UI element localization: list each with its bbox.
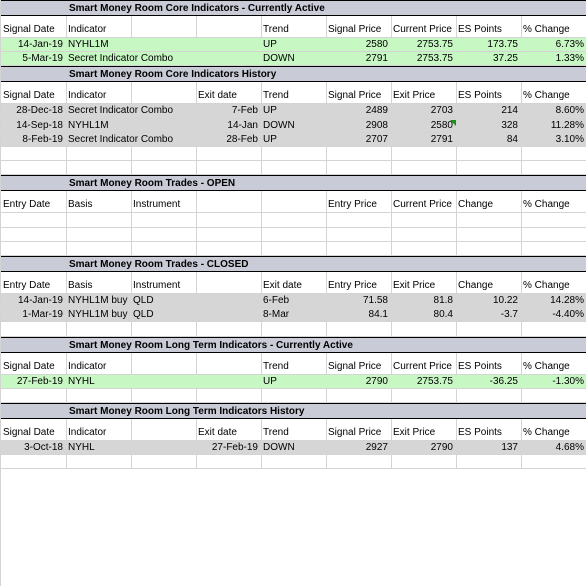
section-title-bar bbox=[1, 175, 586, 191]
grid-line bbox=[456, 242, 457, 255]
table-cell: 137 bbox=[501, 442, 518, 454]
table-cell: 173.75 bbox=[487, 39, 518, 51]
table-cell: Secret Indicator Combo bbox=[68, 53, 174, 65]
column-header: Basis bbox=[68, 280, 93, 291]
grid-line bbox=[261, 455, 262, 468]
table-row bbox=[1, 294, 586, 308]
grid-line bbox=[326, 455, 327, 468]
grid-line bbox=[521, 455, 522, 468]
column-header: Exit date bbox=[198, 90, 237, 102]
empty-row bbox=[1, 161, 586, 175]
grid-line bbox=[456, 455, 457, 468]
grid-line bbox=[456, 147, 457, 160]
table-cell: 214 bbox=[501, 105, 518, 117]
column-header: Change bbox=[458, 199, 494, 211]
column-header-row bbox=[1, 272, 586, 294]
grid-line bbox=[66, 228, 67, 241]
table-row bbox=[1, 441, 586, 455]
column-header: Signal Price bbox=[328, 360, 382, 372]
grid-line bbox=[391, 242, 392, 255]
table-cell: 8-Mar bbox=[263, 309, 290, 321]
grid-line bbox=[131, 228, 132, 241]
table-cell: 10.22 bbox=[492, 295, 518, 307]
empty-row bbox=[1, 389, 586, 403]
column-header: ES Points bbox=[458, 24, 502, 35]
column-header: % Change bbox=[523, 90, 570, 102]
table-cell: 37.25 bbox=[492, 53, 518, 65]
grid-line bbox=[456, 228, 457, 241]
column-header: Current Price bbox=[393, 199, 452, 211]
table-cell: 2753.75 bbox=[416, 39, 453, 51]
column-header: Signal Price bbox=[328, 90, 382, 102]
table-cell: 84.1 bbox=[368, 309, 388, 321]
grid-line bbox=[196, 213, 197, 226]
column-header: Signal Date bbox=[3, 90, 55, 102]
grid-line bbox=[456, 213, 457, 226]
grid-line bbox=[326, 213, 327, 226]
column-header: Indicator bbox=[68, 427, 107, 438]
grid-line bbox=[326, 147, 327, 160]
grid-line bbox=[326, 242, 327, 255]
table-row bbox=[1, 38, 586, 52]
grid-line bbox=[131, 242, 132, 255]
grid-line bbox=[131, 353, 132, 374]
grid-line bbox=[131, 82, 132, 103]
grid-line bbox=[66, 147, 67, 160]
column-header: ES Points bbox=[458, 427, 502, 438]
column-header: % Change bbox=[523, 427, 570, 438]
table-cell: QLD bbox=[133, 309, 154, 321]
table-row bbox=[1, 375, 586, 389]
table-cell: 14-Jan-19 bbox=[17, 295, 63, 307]
table-cell: 2753.75 bbox=[416, 53, 453, 65]
table-cell: 2707 bbox=[365, 133, 388, 145]
empty-row bbox=[1, 213, 586, 227]
table-cell: 2790 bbox=[365, 375, 388, 387]
grid-line bbox=[391, 228, 392, 241]
grid-line bbox=[196, 272, 197, 293]
section-title: Smart Money Room Trades - CLOSED bbox=[69, 259, 249, 270]
column-header: Signal Price bbox=[328, 24, 382, 35]
table-cell: 2790 bbox=[430, 442, 453, 454]
table-cell: DOWN bbox=[263, 119, 295, 131]
grid-line bbox=[521, 389, 522, 402]
section-title: Smart Money Room Long Term Indicators History bbox=[69, 406, 305, 417]
table-cell: -4.40% bbox=[552, 309, 584, 321]
grid-line bbox=[391, 455, 392, 468]
table-cell: 80.4 bbox=[433, 309, 453, 321]
empty-row bbox=[1, 322, 586, 336]
section-title: Smart Money Room Long Term Indicators - Currently Active bbox=[69, 339, 353, 351]
grid-line bbox=[131, 161, 132, 174]
table-cell: 2753.75 bbox=[416, 375, 453, 387]
grid-line bbox=[131, 322, 132, 335]
table-row bbox=[1, 104, 586, 118]
empty-row bbox=[1, 455, 586, 469]
table-cell: 71.58 bbox=[362, 295, 388, 307]
table-cell: NYHL1M buy bbox=[68, 309, 128, 321]
column-header: Current Price bbox=[393, 24, 452, 35]
grid-line bbox=[326, 322, 327, 335]
grid-line bbox=[326, 228, 327, 241]
section-title: Smart Money Room Core Indicators - Currently Active bbox=[69, 3, 325, 14]
table-cell: 7-Feb bbox=[231, 105, 258, 117]
grid-line bbox=[261, 213, 262, 226]
table-cell: NYHL1M bbox=[68, 39, 109, 51]
table-cell: 2580 bbox=[365, 39, 388, 51]
section-title-bar bbox=[1, 256, 586, 272]
table-row bbox=[1, 119, 586, 133]
table-cell: 28-Feb bbox=[226, 133, 258, 145]
grid-line bbox=[391, 389, 392, 402]
table-cell: 3-Oct-18 bbox=[24, 442, 63, 454]
grid-line bbox=[131, 147, 132, 160]
table-cell: QLD bbox=[133, 295, 154, 307]
table-cell: -36.25 bbox=[489, 375, 518, 387]
table-cell: 2908 bbox=[365, 119, 388, 131]
grid-line bbox=[131, 455, 132, 468]
grid-line bbox=[66, 242, 67, 255]
table-cell: 11.28% bbox=[550, 119, 584, 131]
grid-line bbox=[196, 16, 197, 37]
column-header-row bbox=[1, 82, 586, 104]
column-header: Signal Date bbox=[3, 24, 55, 35]
grid-line bbox=[521, 213, 522, 226]
grid-line bbox=[196, 242, 197, 255]
grid-line bbox=[66, 389, 67, 402]
grid-line bbox=[456, 389, 457, 402]
grid-line bbox=[521, 228, 522, 241]
table-cell: 328 bbox=[501, 119, 518, 131]
grid-line bbox=[521, 147, 522, 160]
column-header: % Change bbox=[523, 24, 570, 35]
grid-line bbox=[66, 455, 67, 468]
table-cell: 14.28% bbox=[550, 295, 584, 307]
section-title-bar bbox=[1, 403, 586, 419]
grid-line bbox=[391, 161, 392, 174]
table-cell: 6.73% bbox=[555, 39, 584, 51]
table-cell: 81.8 bbox=[433, 295, 453, 307]
column-header: ES Points bbox=[458, 90, 502, 102]
grid-line bbox=[131, 213, 132, 226]
grid-line bbox=[261, 147, 262, 160]
column-header: Exit Price bbox=[393, 427, 436, 438]
column-header: Entry Price bbox=[328, 199, 377, 211]
table-row bbox=[1, 133, 586, 147]
table-cell: 8-Feb-19 bbox=[22, 133, 63, 145]
grid-line bbox=[261, 161, 262, 174]
table-cell: 2580 bbox=[430, 119, 453, 131]
grid-line bbox=[391, 213, 392, 226]
section-title-bar bbox=[1, 0, 586, 16]
column-header-row bbox=[1, 353, 586, 375]
grid-line bbox=[196, 228, 197, 241]
grid-line bbox=[66, 322, 67, 335]
section-title: Smart Money Room Core Indicators History bbox=[69, 69, 277, 81]
grid-line bbox=[131, 419, 132, 440]
column-header: % Change bbox=[523, 360, 570, 372]
grid-line bbox=[66, 161, 67, 174]
table-cell: -1.30% bbox=[552, 375, 584, 387]
grid-line bbox=[521, 322, 522, 335]
column-header: Entry Price bbox=[328, 280, 377, 291]
grid-line bbox=[131, 389, 132, 402]
grid-line bbox=[196, 147, 197, 160]
table-cell: 2791 bbox=[430, 133, 453, 145]
column-header: Exit Price bbox=[393, 280, 436, 291]
table-cell: 2703 bbox=[430, 105, 453, 117]
table-cell: NYHL1M buy bbox=[68, 295, 128, 307]
table-cell: DOWN bbox=[263, 53, 295, 65]
grid-line bbox=[196, 455, 197, 468]
table-cell: Secret Indicator Combo bbox=[68, 105, 174, 117]
grid-line bbox=[196, 191, 197, 212]
column-header: % Change bbox=[523, 199, 570, 211]
table-cell: 1-Mar-19 bbox=[22, 309, 63, 321]
table-row bbox=[1, 52, 586, 66]
section-title-bar bbox=[1, 66, 586, 82]
column-header: Exit date bbox=[198, 427, 237, 438]
grid-line bbox=[196, 389, 197, 402]
table-cell: 2927 bbox=[365, 442, 388, 454]
grid-line bbox=[456, 322, 457, 335]
empty-row bbox=[1, 242, 586, 256]
grid-line bbox=[326, 389, 327, 402]
column-header: Indicator bbox=[68, 90, 107, 102]
table-cell: 14-Jan bbox=[227, 119, 258, 131]
grid-line bbox=[521, 161, 522, 174]
column-header-row bbox=[1, 419, 586, 441]
grid-line bbox=[196, 161, 197, 174]
table-cell: 84 bbox=[506, 133, 518, 145]
table-cell: Secret Indicator Combo bbox=[68, 133, 174, 145]
column-header: ES Points bbox=[458, 360, 502, 372]
table-cell: 2791 bbox=[365, 53, 388, 65]
column-header: Entry Date bbox=[3, 199, 51, 211]
column-header: Basis bbox=[68, 199, 93, 211]
table-row bbox=[1, 308, 586, 322]
grid-line bbox=[391, 147, 392, 160]
column-header: Instrument bbox=[133, 199, 181, 211]
grid-line bbox=[261, 322, 262, 335]
table-cell: UP bbox=[263, 375, 277, 387]
column-header: Exit date bbox=[263, 280, 302, 291]
column-header: Signal Date bbox=[3, 360, 55, 372]
column-header: Signal Price bbox=[328, 427, 382, 438]
column-header: Instrument bbox=[133, 280, 181, 291]
empty-row bbox=[1, 147, 586, 161]
grid-line bbox=[261, 228, 262, 241]
table-cell: 27-Feb-19 bbox=[16, 375, 63, 387]
column-header: Trend bbox=[263, 360, 289, 372]
table-cell: 28-Dec-18 bbox=[16, 105, 63, 117]
grid-line bbox=[196, 353, 197, 374]
column-header: Indicator bbox=[68, 360, 107, 372]
table-cell: 6-Feb bbox=[263, 295, 290, 307]
column-header: Trend bbox=[263, 90, 289, 102]
column-header: Exit Price bbox=[393, 90, 436, 102]
column-header: Entry Date bbox=[3, 280, 51, 291]
table-cell: 14-Sep-18 bbox=[16, 119, 63, 131]
column-header-row bbox=[1, 191, 586, 213]
grid-line bbox=[521, 242, 522, 255]
column-header: Trend bbox=[263, 24, 289, 35]
table-cell: UP bbox=[263, 105, 277, 117]
table-cell: 8.60% bbox=[555, 105, 584, 117]
grid-line bbox=[66, 213, 67, 226]
table-cell: 4.68% bbox=[555, 442, 584, 454]
column-header: Trend bbox=[263, 427, 289, 438]
grid-line bbox=[196, 322, 197, 335]
section-title: Smart Money Room Trades - OPEN bbox=[69, 178, 236, 190]
table-cell: UP bbox=[263, 133, 277, 145]
cell-comment-marker-icon bbox=[450, 120, 456, 126]
grid-line bbox=[456, 161, 457, 174]
column-header: Change bbox=[458, 280, 494, 291]
table-cell: UP bbox=[263, 39, 277, 51]
table-cell: NYHL bbox=[68, 375, 95, 387]
table-cell: -3.7 bbox=[500, 309, 518, 321]
grid-line bbox=[326, 161, 327, 174]
empty-row bbox=[1, 228, 586, 242]
grid-line bbox=[261, 191, 262, 212]
column-header-row bbox=[1, 16, 586, 38]
column-header: % Change bbox=[523, 280, 570, 291]
grid-line bbox=[261, 389, 262, 402]
table-cell: NYHL bbox=[68, 442, 95, 454]
table-cell: DOWN bbox=[263, 442, 295, 454]
table-cell: 27-Feb-19 bbox=[211, 442, 258, 454]
grid-line bbox=[261, 242, 262, 255]
column-header: Current Price bbox=[393, 360, 452, 372]
table-cell: 2489 bbox=[365, 105, 388, 117]
column-header: Signal Date bbox=[3, 427, 55, 438]
section-title-bar bbox=[1, 337, 586, 353]
table-cell: NYHL1M bbox=[68, 119, 109, 131]
table-cell: 5-Mar-19 bbox=[22, 53, 63, 65]
column-header: Indicator bbox=[68, 24, 107, 35]
table-cell: 14-Jan-19 bbox=[17, 39, 63, 51]
grid-line bbox=[391, 322, 392, 335]
table-cell: 3.10% bbox=[555, 133, 584, 145]
grid-line bbox=[131, 16, 132, 37]
table-cell: 1.33% bbox=[555, 53, 584, 65]
